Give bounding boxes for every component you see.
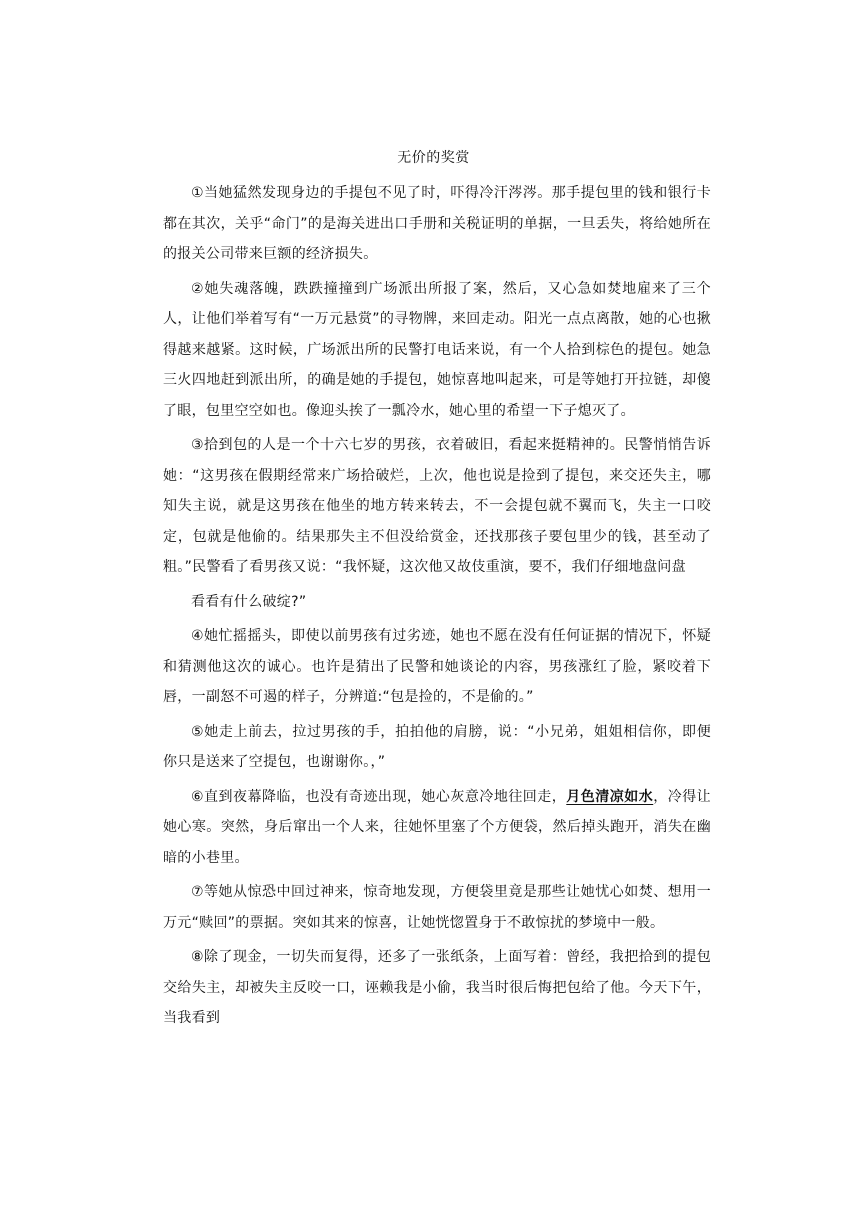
paragraph-6-lead: ⑥直到夜幕降临，也没有奇迹出现，她心灰意冷地往回走， [191,788,567,805]
paragraph-6 [163,782,711,874]
paragraph-6-tail: ，冷得让她心寒。突然，身后窜出一个人来，往她怀里塞了个方便袋，然后掉头跑开，消失在幽暗的小巷里。 [163,788,711,866]
paragraph-1: ①当她猛然发现身边的手提包不见了时，吓得冷汗涔涔。那手提包里的钱和银行卡都在其次，关乎“命门”的是海关进出口手册和关税证明的单据，一旦丢失，将给她所在的报关公司带来巨额的经济损失。 [163,185,711,262]
paragraph-7: ⑦等她从惊恐中回过神来，惊奇地发现，方便袋里竟是那些让她忧心如焚、想用一万元“赎回”的票据。突如其来的惊喜，让她恍惚置身于不敢惊扰的梦境中一般。 [163,884,711,931]
paragraph-3-continuation: 看看有什么破绽?” [191,593,307,610]
paragraph-2: ②她失魂落魄，跌跌撞撞到广场派出所报了案，然后，又心急如焚地雇来了三个人，让他们举着写有“一万元悬赏”的寻物牌，来回走动。阳光一点点离散，她的心也揪得越来越紧。这时候，广场派出所的民警打电话来说，有一个人拾到棕色的提包。她急三火四地赶到派出所，的确是她的手提包，她惊喜地叫起来，可是等她打开拉链，却傻了眼，包里空空如也。像迎头挨了一瓢冷水，她心里的希望一下子熄灭了。 [163,280,711,419]
emphasized-phrase: 月色清凉如水 [566,788,654,805]
paragraph-8: ⑧除了现金，一切失而复得，还多了一张纸条，上面写着：曾经，我把拾到的提包交给失主，却被失主反咬一口，诬赖我是小偷，我当时很后悔把包给了他。今天下午，当我看到 [163,949,711,1026]
document-body [163,178,711,1038]
paragraph-5: ⑤她走上前去，拉过男孩的手，拍拍他的肩膀，说：“小兄弟，姐姐相信你，即便你只是送来了空提包，也谢谢你。，” [163,723,711,770]
document-title: 无价的奖赏 [397,150,470,166]
paragraph-4: ④她忙摇摇头，即使以前男孩有过劣迹，她也不愿在没有任何证据的情况下，怀疑和猜测他这次的诚心。也许是猜出了民警和她谈论的内容，男孩涨红了脸，紧咬着下唇，一副怒不可遏的样子，分辨道:“包是捡的，不是偷的。” [163,628,711,705]
paragraph-3: ③拾到包的人是一个十六七岁的男孩，衣着破旧，看起来挺精神的。民警悄悄告诉她：“这男孩在假期经常来广场拾破烂，上次，他也说是捡到了提包，来交还失主，哪知失主说，就是这男孩在他坐的地方转来转去，不一会提包就不翼而飞，失主一口咬定，包就是他偷的。结果那失主不但没给赏金，还找那孩子要包里少的钱，甚至动了粗。”民警看了看男孩又说：“我怀疑，这次他又故伎重演，要不，我们仔细地盘问盘 [163,437,711,575]
